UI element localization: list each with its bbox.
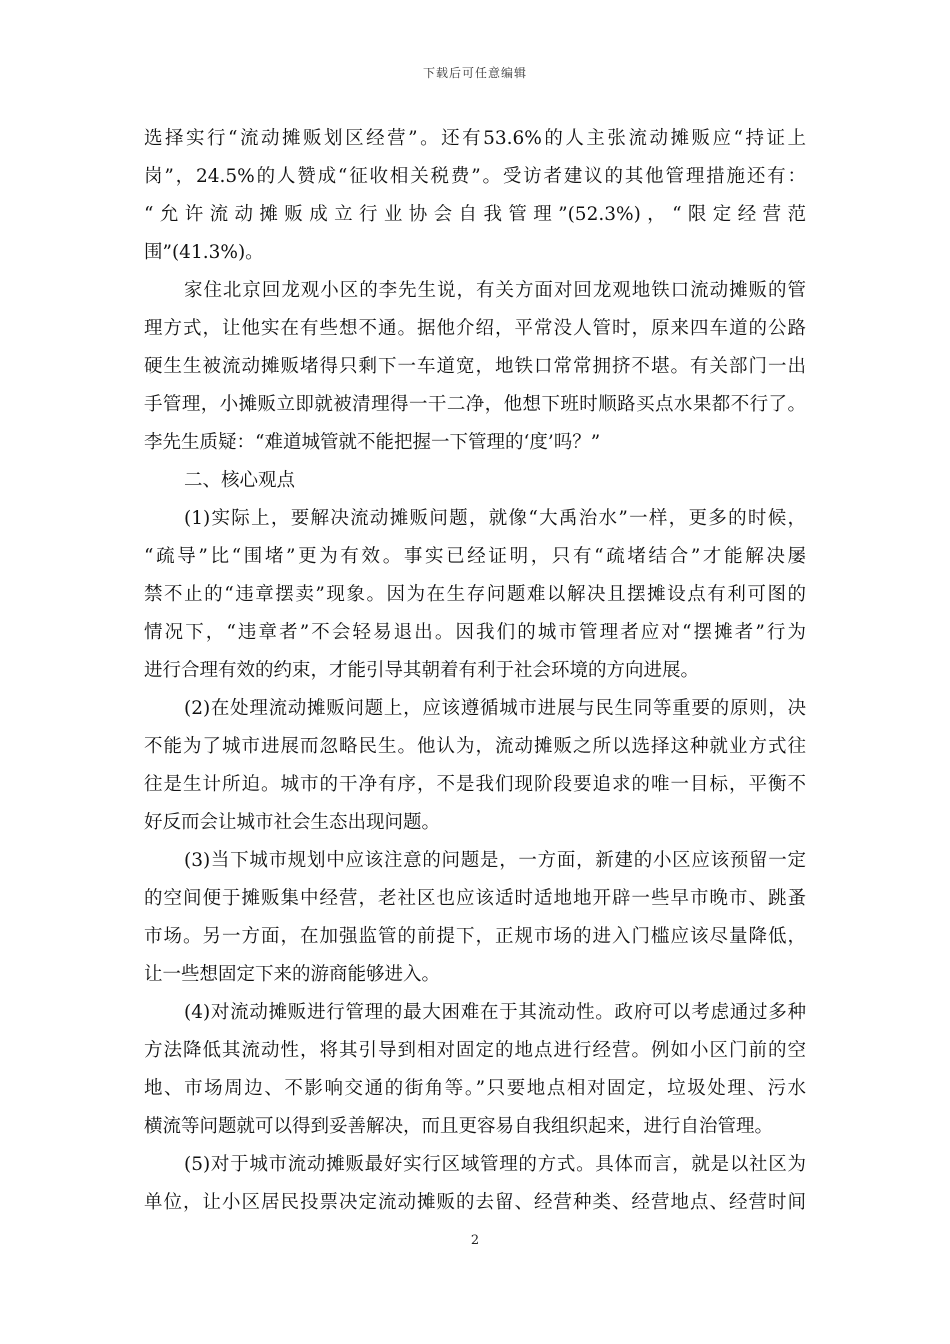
text-line: 地、市场周边、不影响交通的街角等。”只要地点相对固定，垃圾处理、污水 xyxy=(144,1078,806,1099)
section-heading: 二、核心观点 xyxy=(184,470,296,491)
text-line: 好反而会让城市社会生态出现问题。 xyxy=(144,812,441,833)
text-line: (5)对于城市流动摊贩最好实行区域管理的方式。具体而言，就是以社区为 xyxy=(184,1154,806,1175)
text-line: 禁不止的“违章摆卖”现象。因为在生存问题难以解决且摆摊设点有利可图的 xyxy=(144,584,806,605)
text-line: (3)当下城市规划中应该注意的问题是，一方面，新建的小区应该预留一定 xyxy=(184,850,806,871)
text-line: 市场。另一方面，在加强监管的前提下，正规市场的进入门槛应该尽量降低， xyxy=(144,926,806,947)
text-line: 不能为了城市进展而忽略民生。他认为，流动摊贩之所以选择这种就业方式往 xyxy=(144,736,806,757)
text-line: 家住北京回龙观小区的李先生说，有关方面对回龙观地铁口流动摊贩的管 xyxy=(184,280,806,301)
text-line: “疏导”比“围堵”更为有效。事实已经证明，只有“疏堵结合”才能解决屡 xyxy=(144,546,806,567)
text-line: (4)对流动摊贩进行管理的最大困难在于其流动性。政府可以考虑通过多种 xyxy=(184,1002,806,1023)
text-line: 围”(41.3%)。 xyxy=(144,242,264,263)
text-line: 手管理，小摊贩立即就被清理得一干二净，他想下班时顺路买点水果都不行了。 xyxy=(144,394,806,415)
text-line: 硬生生被流动摊贩堵得只剩下一车道宽，地铁口常常拥挤不堪。有关部门一出 xyxy=(144,356,806,377)
page-header: 下载后可任意编辑 xyxy=(422,66,527,80)
text-line: 进行合理有效的约束，才能引导其朝着有利于社会环境的方向进展。 xyxy=(144,660,700,681)
page-number: 2 xyxy=(470,1233,480,1248)
document-body xyxy=(144,120,806,1222)
text-line: “允许流动摊贩成立行业协会自我管理”(52.3%)，“限定经营范 xyxy=(144,204,806,225)
text-line: 让一些想固定下来的游商能够进入。 xyxy=(144,964,441,985)
text-line: 横流等问题就可以得到妥善解决，而且更容易自我组织起来，进行自治管理。 xyxy=(144,1116,774,1137)
text-line: 方法降低其流动性，将其引导到相对固定的地点进行经营。例如小区门前的空 xyxy=(144,1040,806,1061)
text-line: 理方式，让他实在有些想不通。据他介绍，平常没人管时，原来四车道的公路 xyxy=(144,318,806,339)
text-line: 往是生计所迫。城市的干净有序，不是我们现阶段要追求的唯一目标，平衡不 xyxy=(144,774,806,795)
text-line: 岗”，24.5%的人赞成“征收相关税费”。受访者建议的其他管理措施还有： xyxy=(144,166,806,187)
text-line: 选择实行“流动摊贩划区经营”。还有53.6%的人主张流动摊贩应“持证上 xyxy=(144,128,806,149)
text-line: 情况下，“违章者”不会轻易退出。因我们的城市管理者应对“摆摊者”行为 xyxy=(144,622,806,643)
text-line: 单位，让小区居民投票决定流动摊贩的去留、经营种类、经营地点、经营时间 xyxy=(144,1192,806,1213)
text-line: 的空间便于摊贩集中经营，老社区也应该适时适地地开辟一些早市晚市、跳蚤 xyxy=(144,888,806,909)
text-line: (2)在处理流动摊贩问题上，应该遵循城市进展与民生同等重要的原则，决 xyxy=(184,698,806,719)
text-line: 李先生质疑：“难道城管就不能把握一下管理的‘度’吗？” xyxy=(144,432,601,453)
text-line: (1)实际上，要解决流动摊贩问题，就像“大禹治水”一样，更多的时候， xyxy=(184,508,806,529)
